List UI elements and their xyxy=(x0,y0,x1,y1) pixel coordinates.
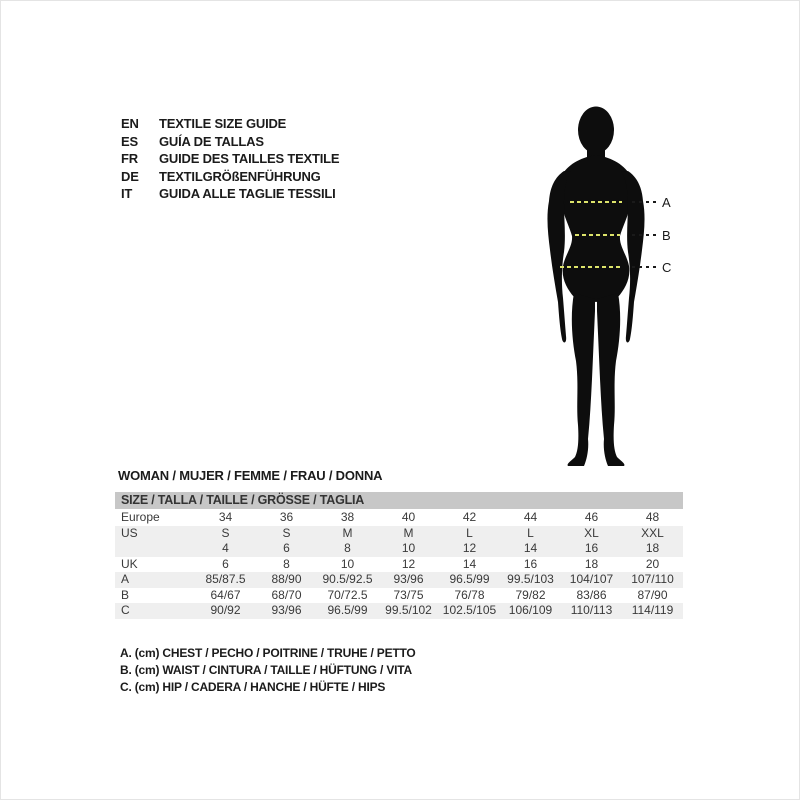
language-title: GUIDE DES TAILLES TEXTILE xyxy=(159,151,340,166)
chest-label: A xyxy=(662,195,671,210)
size-cell: 20 xyxy=(645,556,660,571)
size-cell: 96.5/99 xyxy=(449,572,490,586)
footnote-line: A. (cm) CHEST / PECHO / POITRINE / TRUHE / PETTO xyxy=(120,646,416,660)
size-cell: 46 xyxy=(584,510,599,524)
section-title: WOMAN / MUJER / FEMME / FRAU / DONNA xyxy=(118,468,383,483)
silhouette-torso xyxy=(559,155,633,302)
size-cell: S xyxy=(221,525,230,540)
row-label: US xyxy=(121,525,138,540)
size-cell: 4 xyxy=(222,541,229,555)
size-cell: 14 xyxy=(462,556,477,571)
size-cell: 88/90 xyxy=(271,572,302,586)
size-cell: 18 xyxy=(645,541,660,555)
size-cell: 79/82 xyxy=(515,587,546,602)
woman-silhouette-svg xyxy=(517,103,677,468)
size-cell: 40 xyxy=(401,510,416,524)
size-cell: 68/70 xyxy=(271,587,302,602)
size-cell: 90.5/92.5 xyxy=(322,572,373,586)
row-label: B xyxy=(121,587,130,602)
table-row xyxy=(115,572,683,588)
size-cell: 90/92 xyxy=(210,603,241,617)
language-row xyxy=(121,133,339,151)
size-table-body xyxy=(115,510,683,619)
woman-silhouette-figure xyxy=(517,103,677,468)
size-cell: 12 xyxy=(462,541,477,555)
size-cell: 87/90 xyxy=(637,587,668,602)
language-code: EN xyxy=(121,116,139,131)
size-cell: L xyxy=(527,525,534,540)
size-cell: 93/96 xyxy=(393,572,424,586)
language-title: GUÍA DE TALLAS xyxy=(159,133,264,149)
size-cell: 6 xyxy=(222,556,229,571)
size-cell: L xyxy=(466,525,473,540)
size-cell: 106/109 xyxy=(508,603,553,617)
row-label: A xyxy=(121,572,130,586)
silhouette-right-leg xyxy=(597,293,624,466)
size-cell: 85/87.5 xyxy=(205,572,246,586)
size-cell: 64/67 xyxy=(210,587,241,602)
size-cell: 12 xyxy=(401,556,416,571)
language-title: GUIDA ALLE TAGLIE TESSILI xyxy=(159,186,336,201)
size-cell: 38 xyxy=(340,510,355,524)
size-cell: 6 xyxy=(283,541,290,555)
table-row xyxy=(115,603,683,619)
language-row xyxy=(121,150,339,168)
size-cell: 73/75 xyxy=(393,587,424,602)
size-cell: 10 xyxy=(401,541,416,555)
language-list xyxy=(121,115,339,203)
language-row xyxy=(121,115,339,133)
size-cell: 99.5/103 xyxy=(507,572,554,586)
size-cell: 16 xyxy=(523,556,538,571)
size-cell: XL xyxy=(584,525,599,540)
size-cell: 99.5/102 xyxy=(385,603,432,617)
language-code: ES xyxy=(121,133,138,149)
size-cell: 83/86 xyxy=(576,587,607,602)
language-code: FR xyxy=(121,151,138,166)
size-cell: 102.5/105 xyxy=(442,603,497,617)
table-row xyxy=(115,557,683,573)
silhouette-left-leg xyxy=(568,293,595,466)
row-label: UK xyxy=(121,556,138,571)
size-table-header: SIZE / TALLA / TAILLE / GRÖSSE / TAGLIA xyxy=(115,492,683,509)
size-cell: 114/119 xyxy=(631,603,674,617)
size-cell: 48 xyxy=(645,510,660,524)
size-cell: 44 xyxy=(523,510,538,524)
size-cell: 18 xyxy=(584,556,599,571)
size-cell: 93/96 xyxy=(271,603,302,617)
size-table xyxy=(115,492,683,619)
size-cell: 96.5/99 xyxy=(327,603,368,617)
language-row xyxy=(121,168,339,186)
footnote-line: C. (cm) HIP / CADERA / HANCHE / HÜFTE / HIPS xyxy=(120,680,386,694)
row-label xyxy=(115,541,195,557)
hip-label: C xyxy=(662,260,672,275)
table-row xyxy=(115,526,683,542)
table-row xyxy=(115,510,683,526)
size-cell: M xyxy=(403,525,414,540)
size-cell: 104/107 xyxy=(569,572,614,586)
size-cell: 36 xyxy=(279,510,294,524)
size-cell: S xyxy=(282,525,291,540)
size-cell: 76/78 xyxy=(454,587,485,602)
size-cell: 16 xyxy=(584,541,599,555)
size-cell: 8 xyxy=(283,556,290,571)
size-cell: 8 xyxy=(344,541,351,555)
size-cell: 70/72.5 xyxy=(327,587,368,602)
waist-label: B xyxy=(662,228,671,243)
size-cell: 107/110 xyxy=(631,572,674,586)
size-cell: XXL xyxy=(641,525,664,540)
row-label: C xyxy=(121,603,130,617)
size-cell: 42 xyxy=(462,510,477,524)
row-label: Europe xyxy=(121,510,160,524)
table-row xyxy=(115,541,683,557)
language-code: DE xyxy=(121,168,139,184)
language-title: TEXTILE SIZE GUIDE xyxy=(159,116,287,131)
size-cell: 110/113 xyxy=(570,603,613,617)
size-cell: 10 xyxy=(340,556,355,571)
size-cell: M xyxy=(342,525,353,540)
language-title: TEXTILGRÖßENFÜHRUNG xyxy=(159,168,321,184)
footnote-line: B. (cm) WAIST / CINTURA / TAILLE / HÜFTUNG / VITA xyxy=(120,663,412,677)
measurement-footnotes xyxy=(120,645,416,696)
size-cell: 34 xyxy=(218,510,233,524)
size-cell: 14 xyxy=(523,541,538,555)
language-row xyxy=(121,185,339,203)
table-row xyxy=(115,588,683,604)
language-code: IT xyxy=(121,186,133,201)
